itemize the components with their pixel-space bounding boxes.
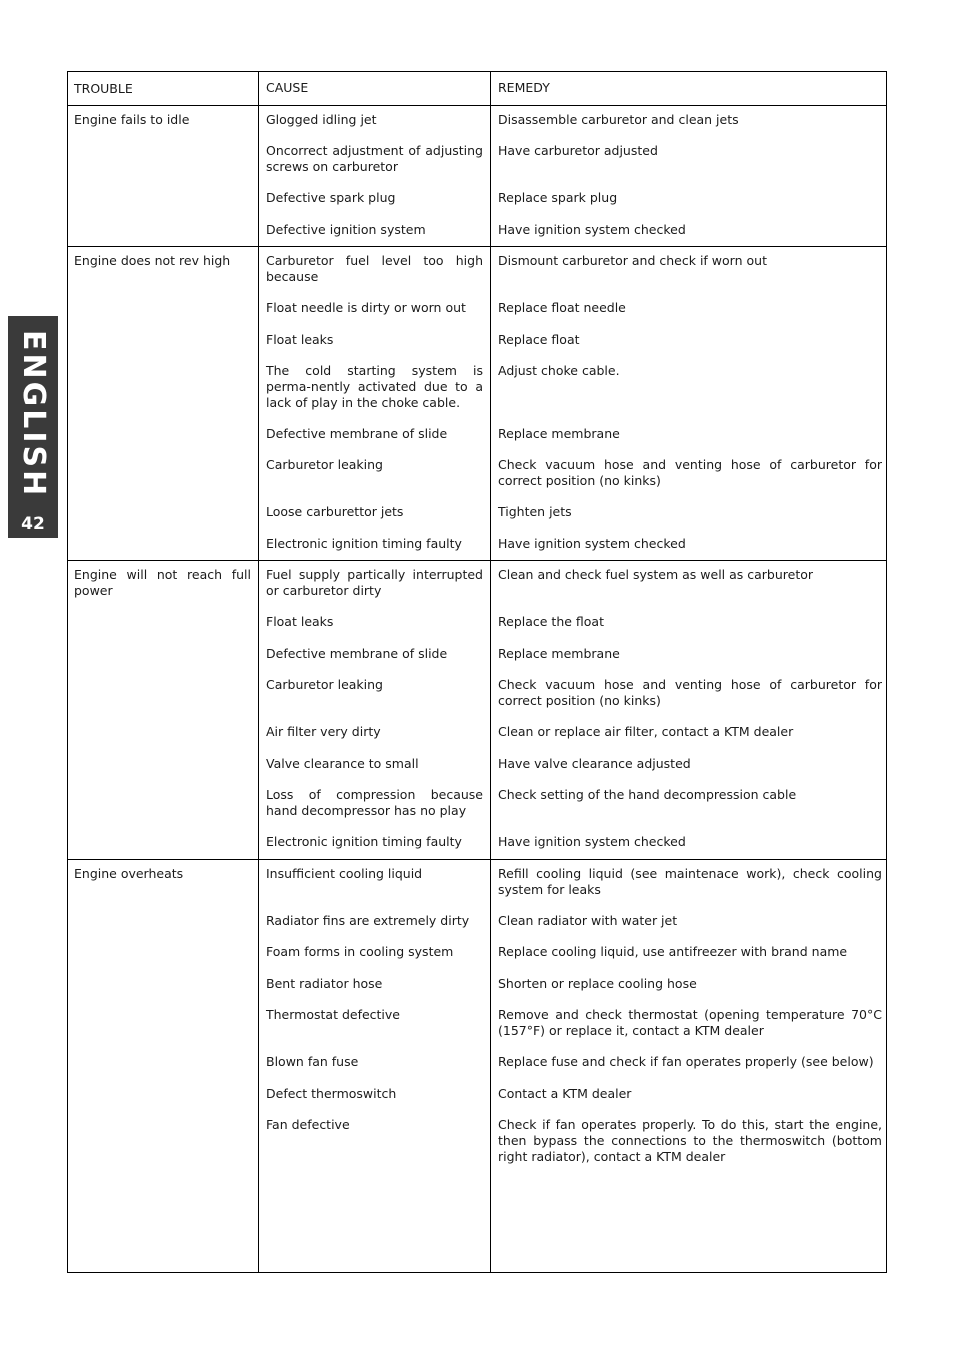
group-divider [68, 560, 886, 561]
cause-cell: Electronic ignition timing faulty [266, 536, 462, 551]
cause-cell: Electronic ignition timing faulty [266, 834, 462, 849]
cause-cell: Float leaks [266, 332, 334, 347]
cause-cell: Defective membrane of slide [266, 426, 448, 441]
remedy-cell: Check setting of the hand decompression cable [498, 787, 797, 802]
remedy-cell: Replace float needle [498, 300, 626, 315]
remedy-cell: Replace membrane [498, 646, 620, 661]
trouble-cell: Engine fails to idle [74, 112, 190, 127]
remedy-cell: Have ignition system checked [498, 536, 686, 551]
cause-cell: Air filter very dirty [266, 724, 381, 739]
remedy-cell: Clean radiator with water jet [498, 913, 678, 928]
cause-cell: Defective ignition system [266, 222, 426, 237]
cause-cell: Foam forms in cooling system [266, 944, 454, 959]
remedy-cell: Disassemble carburetor and clean jets [498, 112, 739, 127]
remedy-cell: Have ignition system checked [498, 834, 686, 849]
remedy-cell: Refill cooling liquid (see maintenace work), check cooling system for leaks [498, 866, 882, 897]
cause-cell: Float leaks [266, 614, 334, 629]
remedy-cell: Replace float [498, 332, 580, 347]
cause-cell: Loss of compression because hand decompressor has no play [266, 787, 483, 818]
remedy-cell: Replace cooling liquid, use antifreezer with brand name [498, 944, 848, 959]
remedy-cell: Replace fuse and check if fan operates properly (see below) [498, 1054, 874, 1069]
remedy-cell: Clean and check fuel system as well as carburetor [498, 567, 814, 582]
page-number: 42 [21, 514, 45, 534]
header-divider [68, 105, 886, 106]
remedy-cell: Tighten jets [498, 504, 572, 519]
cause-cell: The cold starting system is perma-nently activated due to a lack of play in the choke cable. [266, 363, 483, 410]
trouble-cell: Engine does not rev high [74, 253, 231, 268]
cause-cell: Glogged idling jet [266, 112, 377, 127]
remedy-cell: Have valve clearance adjusted [498, 756, 691, 771]
header-cause: CAUSE [266, 80, 309, 95]
remedy-cell: Shorten or replace cooling hose [498, 976, 697, 991]
cause-cell: Defective membrane of slide [266, 646, 448, 661]
remedy-cell: Replace the float [498, 614, 604, 629]
language-label: ENGLISH [16, 330, 51, 499]
cause-cell: Fuel supply partically interrupted or carburetor dirty [266, 567, 483, 598]
cause-cell: Defective spark plug [266, 190, 396, 205]
remedy-cell: Have carburetor adjusted [498, 143, 658, 158]
remedy-cell: Replace membrane [498, 426, 620, 441]
language-tab [8, 316, 58, 538]
group-divider [68, 246, 886, 247]
cause-cell: Thermostat defective [266, 1007, 400, 1022]
cause-cell: Defect thermoswitch [266, 1086, 397, 1101]
remedy-cell: Replace spark plug [498, 190, 618, 205]
remedy-cell: Contact a KTM dealer [498, 1086, 632, 1101]
trouble-cell: Engine overheats [74, 866, 184, 881]
column-divider [490, 72, 491, 1272]
cause-cell: Loose carburettor jets [266, 504, 404, 519]
column-divider [258, 72, 259, 1272]
cause-cell: Carburetor leaking [266, 457, 383, 472]
remedy-cell: Clean or replace air filter, contact a KTM dealer [498, 724, 794, 739]
cause-cell: Blown fan fuse [266, 1054, 359, 1069]
cause-cell: Oncorrect adjustment of adjusting screws on carburetor [266, 143, 483, 174]
remedy-cell: Adjust choke cable. [498, 363, 620, 378]
troubleshooting-table [67, 71, 887, 1273]
cause-cell: Valve clearance to small [266, 756, 419, 771]
cause-cell: Float needle is dirty or worn out [266, 300, 466, 315]
group-divider [68, 859, 886, 860]
cause-cell: Radiator fins are extremely dirty [266, 913, 470, 928]
cause-cell: Insufficient cooling liquid [266, 866, 423, 881]
header-trouble: TROUBLE [74, 81, 133, 96]
remedy-cell: Check vacuum hose and venting hose of carburetor for correct position (no kinks) [498, 457, 882, 488]
remedy-cell: Check if fan operates properly. To do this, start the engine, then bypass the connections to the thermoswitch (bottom right radiator), contact a KTM dealer [498, 1117, 882, 1164]
trouble-cell: Engine will not reach full power [74, 567, 251, 598]
remedy-cell: Have ignition system checked [498, 222, 686, 237]
cause-cell: Carburetor fuel level too high because [266, 253, 483, 284]
remedy-cell: Remove and check thermostat (opening temperature 70°C (157°F) or replace it, contact a KTM dealer [498, 1007, 882, 1038]
remedy-cell: Check vacuum hose and venting hose of carburetor for correct position (no kinks) [498, 677, 882, 708]
remedy-cell: Dismount carburetor and check if worn out [498, 253, 767, 268]
cause-cell: Carburetor leaking [266, 677, 383, 692]
cause-cell: Bent radiator hose [266, 976, 383, 991]
cause-cell: Fan defective [266, 1117, 350, 1132]
header-remedy: REMEDY [498, 80, 550, 95]
